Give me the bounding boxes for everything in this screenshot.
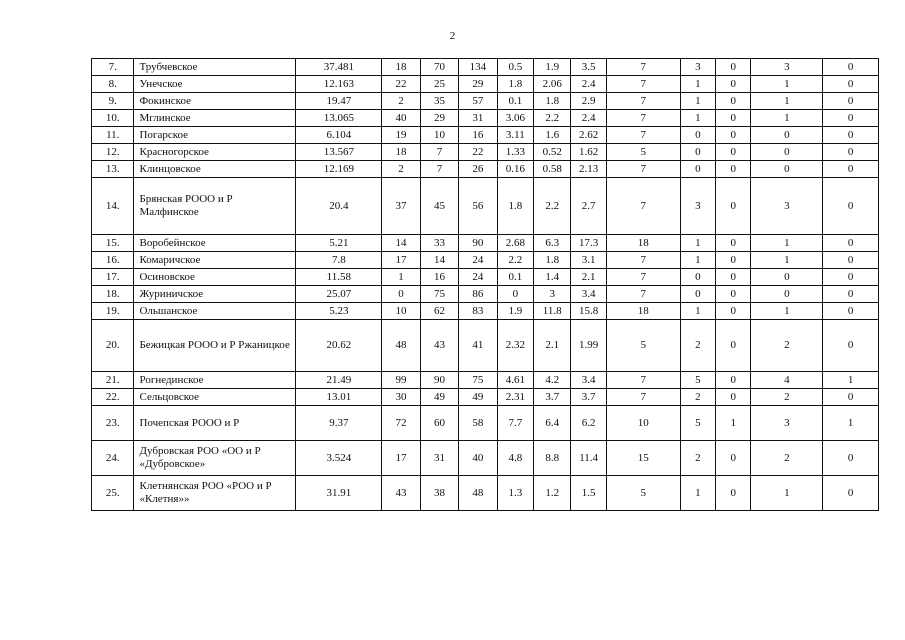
value-cell: 58 (459, 406, 497, 441)
value-cell: 31 (459, 110, 497, 127)
value-cell: 2.31 (497, 389, 533, 406)
value-cell: 40 (459, 441, 497, 476)
value-cell: 29 (420, 110, 458, 127)
value-cell: 2.13 (571, 161, 606, 178)
value-cell: 7 (606, 76, 680, 93)
row-number: 19. (92, 303, 134, 320)
value-cell: 14 (382, 235, 420, 252)
value-cell: 1 (751, 476, 823, 511)
row-number: 9. (92, 93, 134, 110)
table-body (92, 59, 879, 511)
value-cell: 0 (823, 320, 879, 372)
value-cell: 4.8 (497, 441, 533, 476)
value-cell: 2 (751, 389, 823, 406)
value-cell: 5.23 (296, 303, 382, 320)
value-cell: 0 (382, 286, 420, 303)
value-cell: 1.8 (534, 252, 571, 269)
value-cell: 7 (606, 93, 680, 110)
table-row (92, 235, 879, 252)
district-name: Осиновское (134, 269, 296, 286)
table-row (92, 286, 879, 303)
district-name: Журиничское (134, 286, 296, 303)
value-cell: 1 (680, 76, 715, 93)
value-cell: 1 (680, 476, 715, 511)
value-cell: 0 (716, 476, 751, 511)
value-cell: 3.7 (534, 389, 571, 406)
value-cell: 15.8 (571, 303, 606, 320)
value-cell: 2.7 (571, 178, 606, 235)
value-cell: 3.524 (296, 441, 382, 476)
value-cell: 1.8 (497, 178, 533, 235)
value-cell: 0 (823, 110, 879, 127)
value-cell: 48 (459, 476, 497, 511)
value-cell: 0 (716, 269, 751, 286)
value-cell: 0 (680, 127, 715, 144)
value-cell: 0 (823, 252, 879, 269)
value-cell: 1 (823, 372, 879, 389)
table-row (92, 76, 879, 93)
district-name: Клинцовское (134, 161, 296, 178)
value-cell: 15 (606, 441, 680, 476)
value-cell: 0 (716, 441, 751, 476)
value-cell: 7 (606, 389, 680, 406)
value-cell: 5 (606, 320, 680, 372)
value-cell: 48 (382, 320, 420, 372)
table-row (92, 59, 879, 76)
value-cell: 0 (823, 178, 879, 235)
value-cell: 0 (823, 235, 879, 252)
value-cell: 2 (382, 161, 420, 178)
district-name: Сельцовское (134, 389, 296, 406)
value-cell: 45 (420, 178, 458, 235)
value-cell: 75 (459, 372, 497, 389)
district-name: Воробейнское (134, 235, 296, 252)
row-number: 23. (92, 406, 134, 441)
row-number: 25. (92, 476, 134, 511)
value-cell: 0 (680, 286, 715, 303)
value-cell: 0 (680, 269, 715, 286)
value-cell: 18 (382, 144, 420, 161)
value-cell: 2 (680, 389, 715, 406)
value-cell: 2 (680, 320, 715, 372)
row-number: 16. (92, 252, 134, 269)
table-row (92, 372, 879, 389)
value-cell: 14 (420, 252, 458, 269)
value-cell: 8.8 (534, 441, 571, 476)
district-name: Красногорское (134, 144, 296, 161)
value-cell: 0 (751, 286, 823, 303)
row-number: 12. (92, 144, 134, 161)
value-cell: 7 (606, 372, 680, 389)
value-cell: 33 (420, 235, 458, 252)
value-cell: 1 (680, 303, 715, 320)
value-cell: 3.5 (571, 59, 606, 76)
row-number: 18. (92, 286, 134, 303)
value-cell: 0 (823, 476, 879, 511)
value-cell: 0 (716, 161, 751, 178)
value-cell: 0 (716, 127, 751, 144)
district-name: Мглинское (134, 110, 296, 127)
value-cell: 5 (606, 476, 680, 511)
value-cell: 0.1 (497, 93, 533, 110)
data-table (91, 58, 879, 511)
row-number: 11. (92, 127, 134, 144)
value-cell: 2 (751, 320, 823, 372)
value-cell: 1 (751, 235, 823, 252)
value-cell: 0.52 (534, 144, 571, 161)
value-cell: 1 (751, 76, 823, 93)
value-cell: 24 (459, 252, 497, 269)
district-name: Клетнянская РОО «РОО и Р «Клетня»» (134, 476, 296, 511)
table-row (92, 127, 879, 144)
value-cell: 6.2 (571, 406, 606, 441)
value-cell: 19.47 (296, 93, 382, 110)
value-cell: 5 (606, 144, 680, 161)
value-cell: 22 (459, 144, 497, 161)
value-cell: 38 (420, 476, 458, 511)
value-cell: 16 (459, 127, 497, 144)
table-row (92, 320, 879, 372)
value-cell: 7 (606, 252, 680, 269)
value-cell: 17 (382, 441, 420, 476)
district-name: Унечское (134, 76, 296, 93)
value-cell: 2.2 (534, 110, 571, 127)
value-cell: 31.91 (296, 476, 382, 511)
value-cell: 35 (420, 93, 458, 110)
district-name: Почепская РООО и Р (134, 406, 296, 441)
value-cell: 1 (680, 252, 715, 269)
value-cell: 7.8 (296, 252, 382, 269)
value-cell: 86 (459, 286, 497, 303)
value-cell: 0 (716, 252, 751, 269)
value-cell: 2.1 (534, 320, 571, 372)
value-cell: 0 (716, 144, 751, 161)
table-row (92, 303, 879, 320)
value-cell: 3 (534, 286, 571, 303)
table-row (92, 406, 879, 441)
value-cell: 3 (680, 59, 715, 76)
row-number: 21. (92, 372, 134, 389)
value-cell: 2.4 (571, 76, 606, 93)
value-cell: 1 (680, 93, 715, 110)
value-cell: 5.21 (296, 235, 382, 252)
value-cell: 20.62 (296, 320, 382, 372)
value-cell: 9.37 (296, 406, 382, 441)
value-cell: 18 (606, 303, 680, 320)
value-cell: 2.06 (534, 76, 571, 93)
value-cell: 0 (751, 269, 823, 286)
value-cell: 6.4 (534, 406, 571, 441)
value-cell: 0 (716, 303, 751, 320)
row-number: 24. (92, 441, 134, 476)
value-cell: 2.2 (534, 178, 571, 235)
value-cell: 2 (680, 441, 715, 476)
value-cell: 1.8 (497, 76, 533, 93)
value-cell: 1.99 (571, 320, 606, 372)
value-cell: 10 (606, 406, 680, 441)
value-cell: 16 (420, 269, 458, 286)
value-cell: 0 (823, 144, 879, 161)
value-cell: 4.2 (534, 372, 571, 389)
value-cell: 17 (382, 252, 420, 269)
value-cell: 0 (716, 320, 751, 372)
value-cell: 7 (606, 127, 680, 144)
value-cell: 3 (751, 59, 823, 76)
value-cell: 3 (751, 178, 823, 235)
value-cell: 7 (420, 144, 458, 161)
value-cell: 0.1 (497, 269, 533, 286)
value-cell: 0 (680, 144, 715, 161)
value-cell: 0 (823, 286, 879, 303)
value-cell: 1 (751, 93, 823, 110)
row-number: 7. (92, 59, 134, 76)
value-cell: 10 (420, 127, 458, 144)
value-cell: 90 (420, 372, 458, 389)
value-cell: 0 (823, 127, 879, 144)
value-cell: 1.4 (534, 269, 571, 286)
value-cell: 0 (716, 110, 751, 127)
value-cell: 1 (751, 303, 823, 320)
district-name: Комаричское (134, 252, 296, 269)
value-cell: 13.01 (296, 389, 382, 406)
value-cell: 7 (420, 161, 458, 178)
value-cell: 1 (680, 235, 715, 252)
value-cell: 3.11 (497, 127, 533, 144)
district-name: Брянская РООО и Р Малфинское (134, 178, 296, 235)
value-cell: 57 (459, 93, 497, 110)
value-cell: 7 (606, 178, 680, 235)
value-cell: 1 (680, 110, 715, 127)
value-cell: 11.58 (296, 269, 382, 286)
table-row (92, 93, 879, 110)
value-cell: 29 (459, 76, 497, 93)
district-name: Бежицкая РООО и Р Ржаницкое (134, 320, 296, 372)
value-cell: 37.481 (296, 59, 382, 76)
value-cell: 17.3 (571, 235, 606, 252)
value-cell: 49 (459, 389, 497, 406)
row-number: 17. (92, 269, 134, 286)
district-name: Трубчевское (134, 59, 296, 76)
value-cell: 2 (751, 441, 823, 476)
value-cell: 26 (459, 161, 497, 178)
value-cell: 0 (751, 161, 823, 178)
value-cell: 11.4 (571, 441, 606, 476)
value-cell: 0 (823, 389, 879, 406)
value-cell: 18 (382, 59, 420, 76)
district-name: Ольшанское (134, 303, 296, 320)
district-name: Фокинское (134, 93, 296, 110)
value-cell: 43 (382, 476, 420, 511)
value-cell: 12.163 (296, 76, 382, 93)
value-cell: 10 (382, 303, 420, 320)
table-row (92, 144, 879, 161)
value-cell: 0 (716, 389, 751, 406)
table-row (92, 252, 879, 269)
value-cell: 24 (459, 269, 497, 286)
value-cell: 41 (459, 320, 497, 372)
value-cell: 18 (606, 235, 680, 252)
value-cell: 19 (382, 127, 420, 144)
value-cell: 37 (382, 178, 420, 235)
value-cell: 7 (606, 161, 680, 178)
value-cell: 49 (420, 389, 458, 406)
value-cell: 90 (459, 235, 497, 252)
value-cell: 0 (716, 178, 751, 235)
district-name: Погарское (134, 127, 296, 144)
value-cell: 2.4 (571, 110, 606, 127)
value-cell: 1 (382, 269, 420, 286)
row-number: 13. (92, 161, 134, 178)
value-cell: 1.33 (497, 144, 533, 161)
value-cell: 3.4 (571, 372, 606, 389)
table-row (92, 476, 879, 511)
value-cell: 134 (459, 59, 497, 76)
table-row (92, 161, 879, 178)
value-cell: 12.169 (296, 161, 382, 178)
value-cell: 3.4 (571, 286, 606, 303)
value-cell: 3 (751, 406, 823, 441)
value-cell: 7 (606, 59, 680, 76)
value-cell: 2 (382, 93, 420, 110)
value-cell: 0.5 (497, 59, 533, 76)
value-cell: 22 (382, 76, 420, 93)
value-cell: 31 (420, 441, 458, 476)
value-cell: 4.61 (497, 372, 533, 389)
value-cell: 1 (823, 406, 879, 441)
value-cell: 3.7 (571, 389, 606, 406)
value-cell: 30 (382, 389, 420, 406)
value-cell: 1 (751, 110, 823, 127)
value-cell: 13.567 (296, 144, 382, 161)
row-number: 8. (92, 76, 134, 93)
value-cell: 2.1 (571, 269, 606, 286)
value-cell: 83 (459, 303, 497, 320)
value-cell: 5 (680, 372, 715, 389)
value-cell: 0 (823, 59, 879, 76)
row-number: 10. (92, 110, 134, 127)
value-cell: 1.9 (534, 59, 571, 76)
value-cell: 1 (716, 406, 751, 441)
value-cell: 0 (716, 372, 751, 389)
value-cell: 1.9 (497, 303, 533, 320)
value-cell: 99 (382, 372, 420, 389)
value-cell: 0 (716, 76, 751, 93)
value-cell: 1.3 (497, 476, 533, 511)
value-cell: 0 (823, 441, 879, 476)
table-row (92, 441, 879, 476)
district-name: Дубровская РОО «ОО и Р «Дубровское» (134, 441, 296, 476)
value-cell: 4 (751, 372, 823, 389)
table-row (92, 269, 879, 286)
value-cell: 1.2 (534, 476, 571, 511)
value-cell: 0 (716, 93, 751, 110)
value-cell: 5 (680, 406, 715, 441)
row-number: 14. (92, 178, 134, 235)
value-cell: 3.1 (571, 252, 606, 269)
value-cell: 7 (606, 269, 680, 286)
value-cell: 2.68 (497, 235, 533, 252)
value-cell: 70 (420, 59, 458, 76)
value-cell: 2.9 (571, 93, 606, 110)
value-cell: 1.5 (571, 476, 606, 511)
value-cell: 6.3 (534, 235, 571, 252)
value-cell: 0 (497, 286, 533, 303)
value-cell: 0 (823, 303, 879, 320)
row-number: 20. (92, 320, 134, 372)
value-cell: 25.07 (296, 286, 382, 303)
value-cell: 11.8 (534, 303, 571, 320)
value-cell: 0 (751, 144, 823, 161)
value-cell: 0 (823, 161, 879, 178)
value-cell: 1.62 (571, 144, 606, 161)
value-cell: 25 (420, 76, 458, 93)
value-cell: 7 (606, 110, 680, 127)
row-number: 15. (92, 235, 134, 252)
table-row (92, 389, 879, 406)
value-cell: 1 (751, 252, 823, 269)
value-cell: 0 (716, 235, 751, 252)
value-cell: 7.7 (497, 406, 533, 441)
value-cell: 20.4 (296, 178, 382, 235)
district-name: Рогнединское (134, 372, 296, 389)
value-cell: 0 (823, 76, 879, 93)
value-cell: 3.06 (497, 110, 533, 127)
value-cell: 0 (823, 269, 879, 286)
value-cell: 0 (716, 286, 751, 303)
value-cell: 0 (751, 127, 823, 144)
value-cell: 1.6 (534, 127, 571, 144)
value-cell: 7 (606, 286, 680, 303)
value-cell: 3 (680, 178, 715, 235)
value-cell: 2.2 (497, 252, 533, 269)
value-cell: 2.32 (497, 320, 533, 372)
value-cell: 6.104 (296, 127, 382, 144)
value-cell: 43 (420, 320, 458, 372)
value-cell: 72 (382, 406, 420, 441)
value-cell: 56 (459, 178, 497, 235)
value-cell: 40 (382, 110, 420, 127)
page-number: 2 (449, 30, 456, 42)
value-cell: 60 (420, 406, 458, 441)
value-cell: 0 (823, 93, 879, 110)
table-row (92, 178, 879, 235)
value-cell: 75 (420, 286, 458, 303)
value-cell: 0 (680, 161, 715, 178)
value-cell: 0.58 (534, 161, 571, 178)
value-cell: 13.065 (296, 110, 382, 127)
table-row (92, 110, 879, 127)
value-cell: 1.8 (534, 93, 571, 110)
value-cell: 0.16 (497, 161, 533, 178)
value-cell: 21.49 (296, 372, 382, 389)
value-cell: 2.62 (571, 127, 606, 144)
row-number: 22. (92, 389, 134, 406)
value-cell: 0 (716, 59, 751, 76)
value-cell: 62 (420, 303, 458, 320)
